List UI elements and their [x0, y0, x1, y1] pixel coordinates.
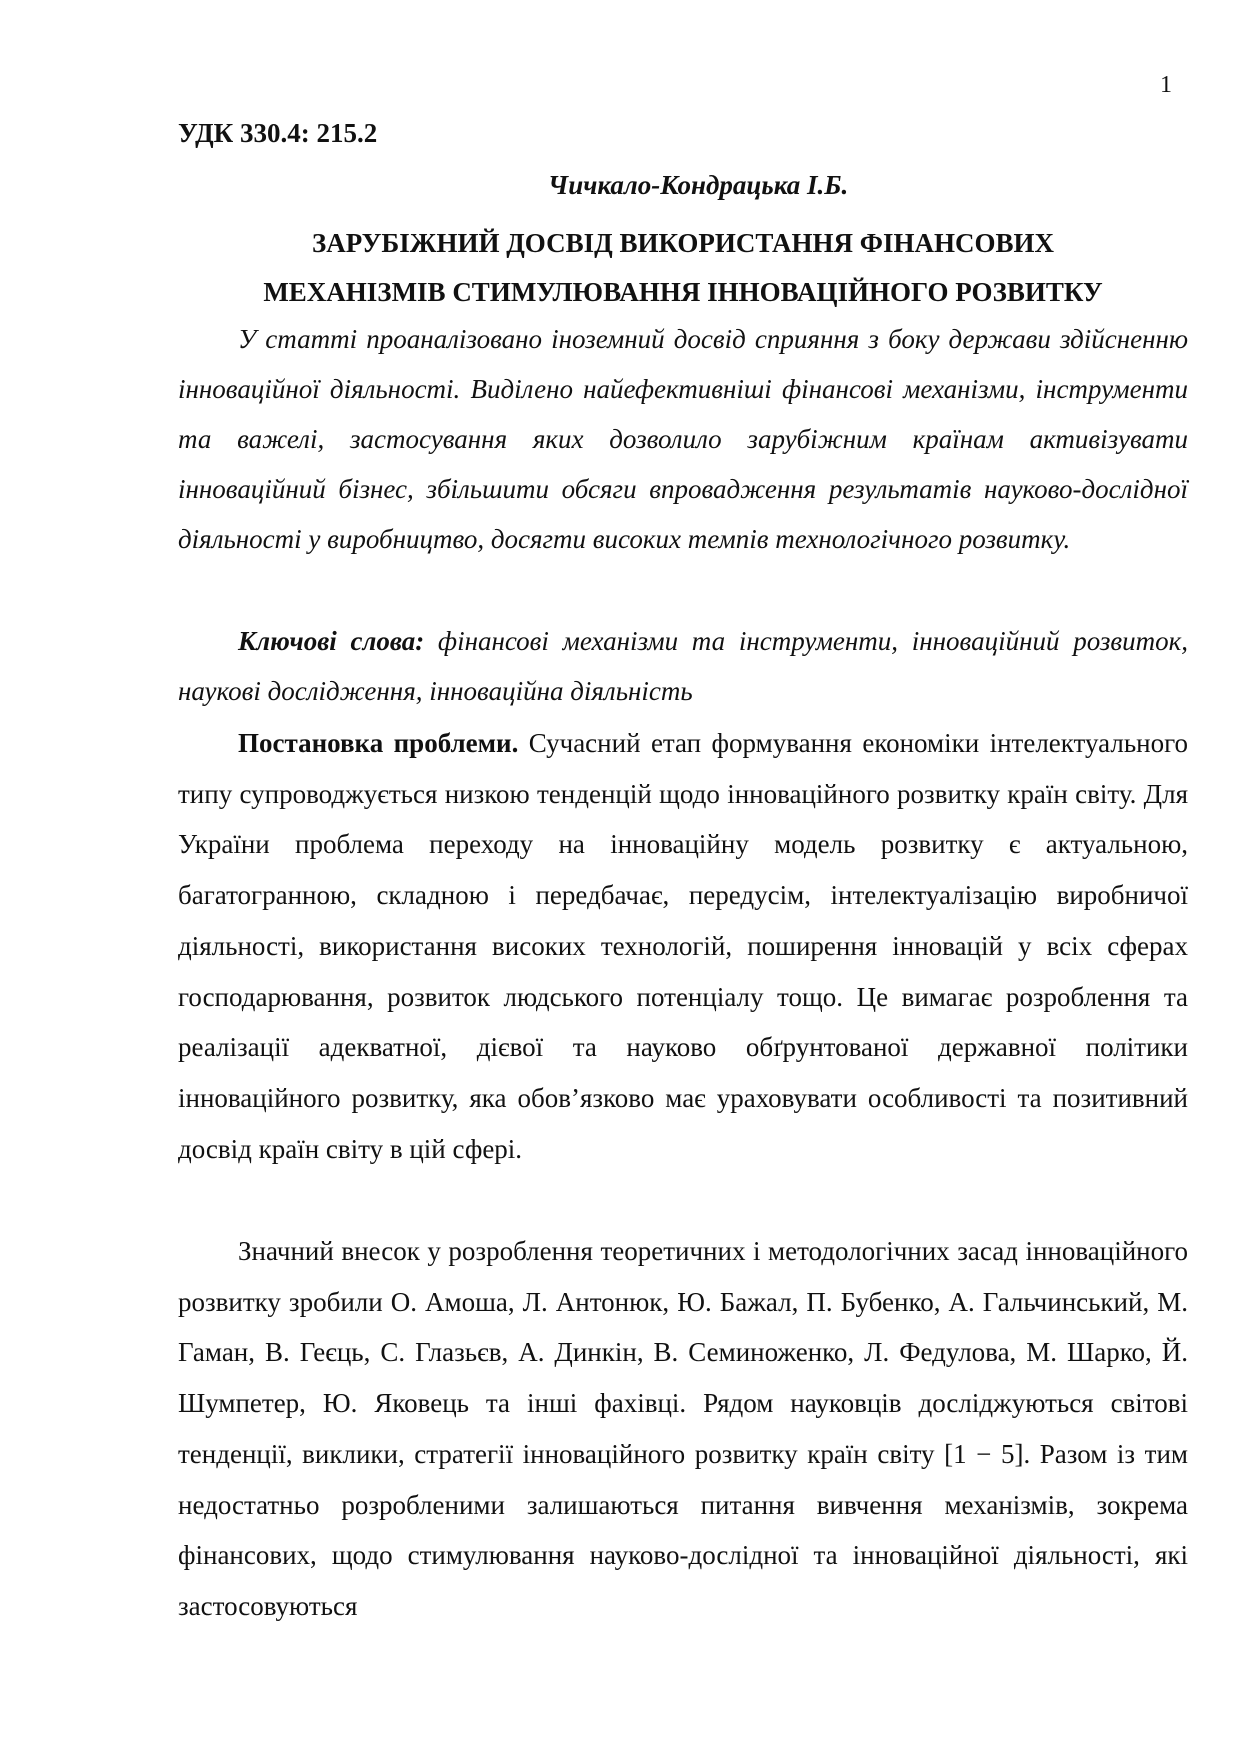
author-name: Чичкало-Кондрацька І.Б. [548, 170, 849, 200]
keywords-label: Ключові слова: [238, 626, 425, 656]
article-title [178, 219, 1188, 317]
page-number: 1 [1160, 72, 1172, 98]
article-title-line-2: МЕХАНІЗМІВ СТИМУЛЮВАННЯ ІННОВАЦІЙНОГО РОЗВИТКУ [263, 277, 1103, 307]
problem-statement-paragraph [178, 718, 1188, 1174]
problem-statement-heading: Постановка проблеми. [238, 728, 519, 758]
abstract-paragraph: У статті проаналізовано іноземний досвід сприяння з боку держави здійсненню інноваційної діяльності. Виділено найефективніші фінансові механізми, інструменти та важелі, застосування яких дозволило зарубіжним країнам активізувати інноваційний бізнес, збільшити обсяги впровадження результатів науково-дослідної діяльності у виробництво, досягти високих темпів технологічного розвитку. [178, 324, 1188, 554]
udc-code: УДК 330.4: 215.2 [178, 118, 378, 148]
keywords-text: фінансові механізми та інструменти, інноваційний розвиток, наукові дослідження, інноваційна діяльність [178, 626, 1188, 706]
article-title-line-1: ЗАРУБІЖНИЙ ДОСВІД ВИКОРИСТАННЯ ФІНАНСОВИХ [312, 228, 1054, 258]
keywords-paragraph [178, 616, 1188, 716]
problem-statement-text: Сучасний етап формування економіки інтелектуального типу супроводжується низкою тенденцій щодо інноваційного розвитку країн світу. Для України проблема переходу на інноваційну модель розвитку є актуальною, багатогранною, складною і передбачає, передусім, інтелектуалізацію виробничої діяльності, використання високих технологій, поширення інновацій у всіх сферах господарювання, розвиток людського потенціалу тощо. Це вимагає розроблення та реалізації адекватної, дієвої та науково обґрунтованої державної політики інноваційного розвитку, яка обов’язково має ураховувати особливості та позитивний досвід країн світу в цій сфері. [178, 728, 1189, 1164]
literature-review-paragraph: Значний внесок у розроблення теоретичних і методологічних засад інноваційного розвитку зробили О. Амоша, Л. Антонюк, Ю. Бажал, П. Бубенко, А. Гальчинський, М. Гаман, В. Геєць, С. Глазьєв, А. Динкін, В. Семиноженко, Л. Федулова, М. Шарко, Й. Шумпетер, Ю. Яковець та інші фахівці. Рядом науковців досліджуються світові тенденції, виклики, стратегії інноваційного розвитку країн світу [1 − 5]. Разом із тим недостатньо розробленими залишаються питання вивчення механізмів, зокрема фінансових, щодо стимулювання науково-дослідної та інноваційної діяльності, які застосовуються [178, 1236, 1188, 1621]
